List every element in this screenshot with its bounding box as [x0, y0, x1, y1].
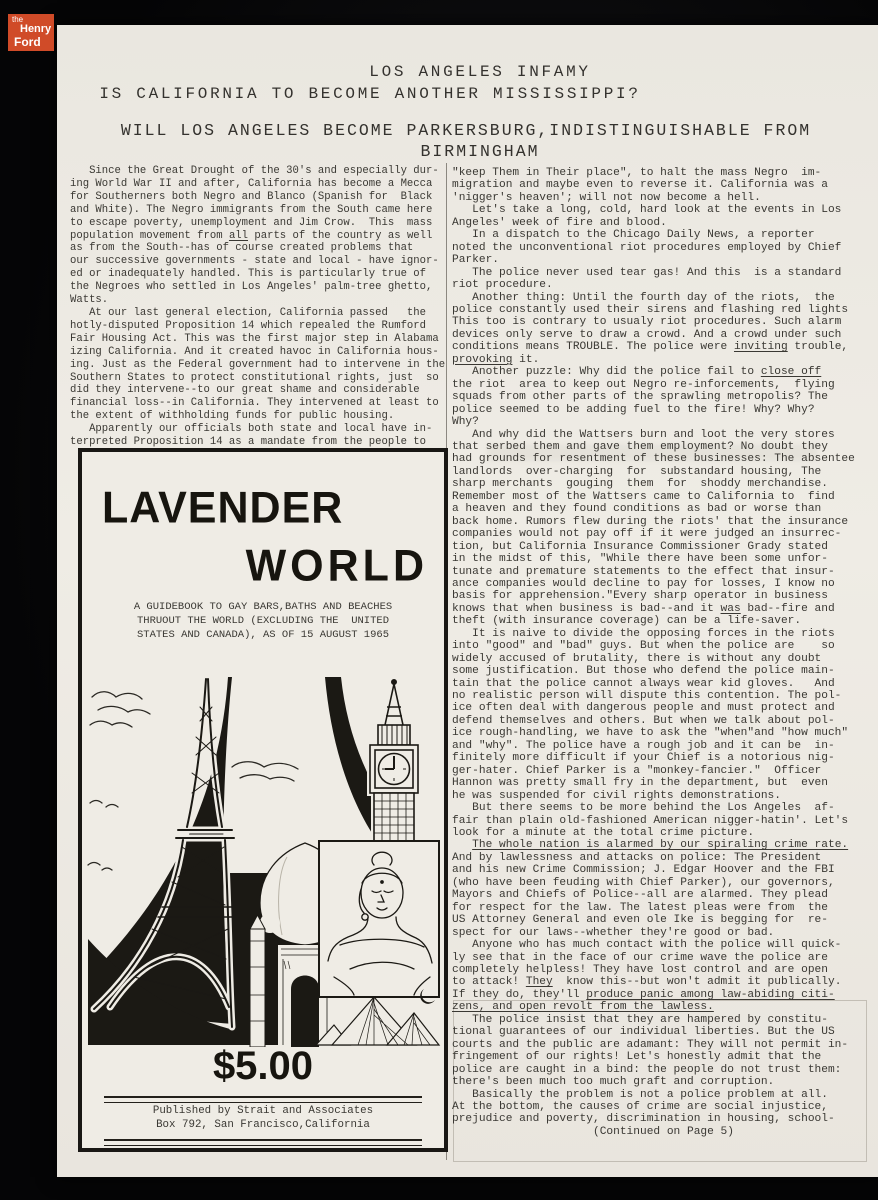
- text-line: But there seems to be more behind the Los Angeles af-: [452, 802, 835, 815]
- text-line: ger-hater. Chief Parker is a "monkey-fancier." Officer: [452, 764, 822, 777]
- text-line: to escape poverty, unemployment and Jim Crow. This mass: [70, 216, 433, 229]
- text-line: Why?: [452, 416, 479, 429]
- text-line: police are caught in a bind: the people do not trust them:: [452, 1063, 842, 1076]
- text-line: for Southerners both Negro and Blanco (Spanish for Black: [70, 190, 433, 203]
- headline-line1: LOS ANGELES INFAMY: [369, 63, 591, 81]
- text-line: tunate and premature statements to the effect that insur-: [452, 565, 835, 578]
- text-line: STATES AND CANADA), AS OF 15 AUGUST 1965: [136, 629, 390, 641]
- document-page: [57, 25, 878, 1177]
- text-line: and White). The Negro immigrants from the South came here: [70, 203, 433, 216]
- text-line: terpreted Proposition 14 as a mandate from the people to: [70, 436, 427, 449]
- text-line: At the bottom, the causes of crime are social injustice,: [452, 1100, 828, 1113]
- text-line: there's been much too much graft and corruption.: [452, 1076, 775, 1089]
- henry-ford-logo: [8, 14, 54, 51]
- headline-line4: BIRMINGHAM: [420, 142, 540, 161]
- text-line: police seemed to be adding fuel to the fire! Why? Why?: [452, 403, 815, 416]
- text-line: Southern States to protect constitutional rights, just so: [70, 371, 439, 384]
- publisher-line2: Box 792, San Francisco,California: [156, 1119, 370, 1131]
- text-line: devices only serve to draw a crowd. And a crowd under such: [452, 328, 842, 341]
- text-line: courts and the public are adamant: They will not permit in-: [452, 1038, 849, 1051]
- text-line: In a dispatch to the Chicago Daily News, a reporter: [452, 229, 815, 242]
- text-line: This too is contrary to usualy riot procedures. Such alarm: [452, 316, 842, 329]
- text-line: knows that when business is bad--and it was bad--fire and: [452, 602, 835, 615]
- text-line: widely accused of brutality, there is without any doubt: [452, 652, 822, 665]
- text-line: tain that the police cannot always wear kid gloves. And: [452, 677, 835, 690]
- text-line: in the midst of this, "While there have been some unfor-: [452, 553, 828, 566]
- text-line: population movement from all parts of the country as well: [70, 229, 433, 242]
- text-line: noted the unconventional riot procedures employed by Chief: [452, 241, 842, 254]
- text-line: ice often deal with dangerous people and must protect and: [452, 702, 835, 715]
- text-line: At our last general election, California passed the: [70, 306, 427, 319]
- text-line: migration and maybe even to reverse it. California was a: [452, 179, 828, 192]
- logo-ford: Ford: [14, 35, 41, 49]
- text-line: Hannon was pretty small fry in the department, but even: [452, 777, 828, 790]
- text-line: look for a minute at the total crime picture.: [452, 827, 755, 840]
- ad-illustration: [82, 677, 444, 1047]
- text-line: police constantly used their sirens and flashing red lights: [452, 303, 849, 316]
- text-line: US Attorney General and even ole Ike is begging for re-: [452, 914, 828, 927]
- text-line: It is naive to divide the opposing forces in the riots: [452, 627, 835, 640]
- text-line: Anyone who has much contact with the police will quick-: [452, 939, 842, 952]
- text-line: "keep Them in Their place", to halt the mass Negro im-: [452, 167, 822, 179]
- ad-price: $5.00: [212, 1044, 314, 1088]
- text-line: back home. Rumors flew during the riots' that the insurance: [452, 515, 849, 528]
- text-line: ed or inadequately handled. This is particularly true of: [70, 268, 427, 281]
- text-line: spect for our laws--whether they're good or bad.: [452, 926, 775, 939]
- headline-line2: IS CALIFORNIA TO BECOME ANOTHER MISSISSIPPI?: [99, 85, 641, 103]
- text-line: as from the South--has of course created problems that: [70, 242, 414, 255]
- text-line: finitely more difficult if your Chief is a notorious nig-: [452, 752, 835, 765]
- text-line: Since the Great Drought of the 30's and especially dur-: [70, 165, 439, 177]
- text-line: some justification. But those who defend the police main-: [452, 665, 835, 678]
- ad-title-world: WORLD: [245, 541, 428, 591]
- text-line: Remember most of the Wattsers came to California to find: [452, 490, 835, 503]
- text-line: theft (with insurance coverage) can be a life-saver.: [452, 615, 802, 628]
- text-line: conditions means TROUBLE. The police were inviting trouble,: [452, 341, 849, 354]
- right-column: [452, 167, 872, 1138]
- publisher-line1: Published by Strait and Associates: [152, 1105, 374, 1117]
- text-line: a heaven and they found conditions as bad or worse than: [452, 503, 822, 516]
- text-line: he was suspended for civil rights demonstrations.: [452, 789, 781, 802]
- text-line: did they intervene--to our great shame and considerable: [70, 384, 420, 397]
- text-line: A GUIDEBOOK TO GAY BARS,BATHS AND BEACHES: [133, 601, 393, 613]
- text-line: (who have been feuding with Chief Parker), our governors,: [452, 876, 835, 889]
- text-line: The whole nation is alarmed by our spiraling crime rate.: [472, 839, 849, 852]
- text-line: Fair Housing Act. This was the first major step in Alabama: [70, 332, 439, 345]
- double-rule-top: [104, 1096, 422, 1103]
- text-line: Apparently our officials both state and local have in-: [70, 423, 433, 436]
- text-line: to attack! They know this--but won't admit it publically.: [452, 976, 842, 989]
- text-line: that serbed them and gave them employment? No doubt they: [452, 440, 828, 453]
- logo-the: the: [12, 15, 24, 24]
- text-line: And why did the Wattsers burn and loot the very stores: [452, 428, 835, 441]
- text-line: prejudice and poverty, discrimination in housing, school-: [452, 1113, 835, 1126]
- text-line: completely helpless! They have lost control and are open: [452, 964, 828, 976]
- text-line: If they do, they'll produce panic among law-abiding citi-: [452, 988, 835, 1001]
- text-line: tion, but California Insurance Commissioner Grady stated: [452, 540, 828, 553]
- text-line: Mayors and Chiefs of Police--all are alarmed. They plead: [452, 889, 828, 902]
- text-line: Parker.: [452, 254, 499, 267]
- text-line: the riot area to keep out Negro re-inforcements, flying: [452, 378, 835, 391]
- text-line: Another puzzle: Why did the police fail to close off: [452, 366, 822, 379]
- lavender-world-ad: [78, 448, 448, 1152]
- text-line: the Negroes who settled in Los Angeles' palm-tree ghetto,: [70, 281, 433, 294]
- text-line: izing California. And it created havoc in California hous-: [70, 345, 439, 358]
- text-line: ing. Just as the Federal government had to intervene in the: [70, 358, 446, 371]
- text-line: no realistic person will dispute this contention. The pol-: [452, 690, 842, 703]
- text-line: the extent of withholding funds for public housing.: [70, 410, 395, 423]
- text-line: landlords over-charging for substandard housing, The: [452, 465, 822, 478]
- text-line: squads from other parts of the sprawling metropolis? The: [452, 391, 828, 404]
- text-line: ice rough-handling, we have to ask the "when"and "how much": [452, 727, 849, 740]
- text-line: The police insist that they are hampered by constitu-: [452, 1013, 828, 1026]
- text-line: defend themselves and others. But when we talk about pol-: [452, 714, 835, 727]
- text-line: companies would not pay off if it were judged an insurrec-: [452, 528, 842, 541]
- text-line: zens, and open revolt from the lawless.: [452, 1001, 714, 1014]
- text-line: tional guarantees of our individual liberties. But the US: [452, 1026, 835, 1039]
- text-line: hotly-disputed Proposition 14 which repealed the Rumford: [70, 319, 427, 332]
- text-line: Watts.: [70, 294, 109, 307]
- text-line: The police never used tear gas! And this is a standard: [452, 266, 842, 279]
- text-line: Angeles' week of fire and blood.: [452, 216, 667, 229]
- text-line: fringement of our rights! Let's honestly admit that the: [452, 1051, 822, 1064]
- text-line: provoking it.: [452, 353, 540, 366]
- text-line: sharp merchants gouging them for shoddy merchandise.: [452, 478, 828, 491]
- text-line: 'nigger's heaven'; will not now become a hell.: [452, 191, 761, 204]
- left-column: [70, 165, 460, 449]
- text-line: THRUOUT THE WORLD (EXCLUDING THE UNITED: [136, 615, 390, 627]
- text-line: and "why". The police have a rough job and it can be in-: [452, 739, 835, 752]
- text-line: ance companies would decline to pay for losses, I know no: [452, 577, 835, 590]
- text-line: Let's take a long, cold, hard look at the events in Los: [452, 204, 842, 217]
- buddha-illustration: [319, 841, 439, 997]
- text-line: Basically the problem is not a police problem at all.: [452, 1088, 828, 1101]
- text-line: basis for apprehension."Every sharp operator in business: [452, 590, 828, 603]
- double-rule-bottom: [104, 1139, 422, 1146]
- text-line: Another thing: Until the fourth day of the riots, the: [452, 291, 835, 304]
- logo-henry: Henry: [20, 23, 52, 35]
- publisher-info: [82, 1104, 444, 1132]
- text-line: And by lawlessness and attacks on police: The President: [452, 851, 822, 864]
- text-line: had grounds for resentment of these businesses: The absentee: [452, 453, 855, 466]
- ad-caption: [82, 600, 444, 642]
- headline-line3: WILL LOS ANGELES BECOME PARKERSBURG,INDISTINGUISHABLE FROM: [120, 121, 812, 140]
- text-line: riot procedure.: [452, 279, 553, 292]
- text-line: financial loss--in California. They intervened at least to: [70, 397, 439, 410]
- text-line: and his new Crime Commission; J. Edgar Hoover and the FBI: [452, 864, 835, 877]
- text-line: fair than plain old-fashioned American nigger-hatin'. Let's: [452, 814, 849, 827]
- text-line: for respect for the law. The latest pleas were from the: [452, 901, 828, 914]
- text-line: ing World War II and after, California has become a Mecca: [70, 177, 433, 190]
- ad-title-lavender: LAVENDER: [102, 483, 344, 533]
- text-line: our successive governments - state and local - have ignor-: [70, 255, 439, 268]
- text-line: (Continued on Page 5): [452, 1125, 734, 1138]
- text-line: ly see that in the face of our crime wave the police are: [452, 951, 828, 964]
- text-line: into "good" and "bad" guys. But when the police are so: [452, 640, 835, 653]
